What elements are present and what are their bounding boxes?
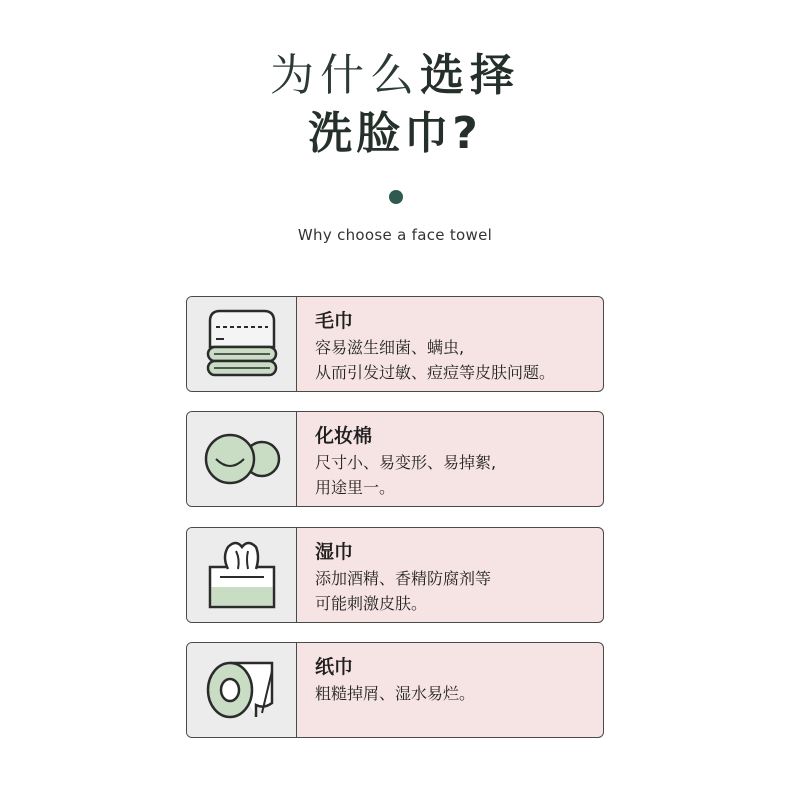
card-line: 粗糙掉屑、湿水易烂。 [315, 684, 476, 703]
page-subtitle: Why choose a face towel [297, 226, 493, 244]
card-title: 毛巾 [315, 310, 354, 332]
card-icon-cell [187, 643, 297, 737]
tissue-box-icon [202, 537, 282, 613]
title-normal: 为什么 [270, 50, 420, 101]
card-towel [186, 296, 604, 392]
card-icon-cell [187, 412, 297, 506]
card-text [315, 422, 597, 500]
card-text [315, 538, 597, 616]
toilet-roll-icon [200, 657, 284, 723]
card-title: 化妆棉 [315, 425, 373, 447]
card-icon-cell [187, 528, 297, 622]
card-title: 湿巾 [315, 541, 354, 563]
card-line: 尺寸小、易变形、易掉絮, [315, 453, 497, 472]
card-cotton-pad [186, 411, 604, 507]
page-title-line-2: 洗脸巾? [308, 108, 482, 159]
card-line: 用途里一。 [315, 478, 396, 497]
card-line: 可能刺激皮肤。 [315, 594, 428, 613]
page-title-line-1 [0, 46, 790, 106]
card-wet-wipes [186, 527, 604, 623]
cotton-pad-icon [200, 429, 284, 489]
title-bold: 选择 [420, 50, 520, 101]
card-line: 从而引发过敏、痘痘等皮肤问题。 [315, 363, 556, 382]
card-toilet-paper [186, 642, 604, 738]
card-line: 容易滋生细菌、螨虫, [315, 338, 465, 357]
card-line: 添加酒精、香精防腐剂等 [315, 569, 492, 588]
card-icon-cell [187, 297, 297, 391]
card-text [315, 653, 597, 706]
folded-towel-icon [202, 305, 282, 383]
card-text [315, 307, 597, 385]
accent-dot [389, 190, 403, 204]
card-title: 纸巾 [315, 656, 354, 678]
